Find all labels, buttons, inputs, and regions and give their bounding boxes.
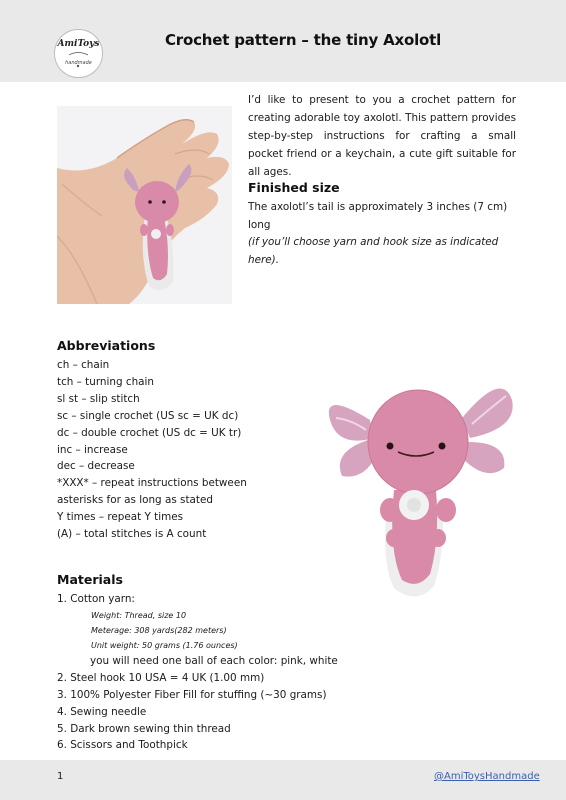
list-item: dc – double crochet (US dc = UK tr) <box>57 426 242 439</box>
materials-list <box>57 591 338 754</box>
intro-paragraph: I’d like to present to you a crochet pattern for creating adorable toy axolotl. This pattern provides step-by-step instructions for crafting a small pocket friend or a keychain, a cute gift suitable for all ages. <box>248 94 516 178</box>
list-item: 5. Dark brown sewing thin thread <box>57 722 231 735</box>
abbreviations-heading: Abbreviations <box>57 338 156 353</box>
list-item: 6. Scissors and Toothpick <box>57 739 188 752</box>
list-item: (A) – total stitches is A count <box>57 528 207 541</box>
list-item: *XXX* – repeat instructions between <box>57 477 247 490</box>
amitoys-logo <box>54 29 103 78</box>
yarn-need: you will need one ball of each color: pink, white <box>90 654 338 667</box>
logo-text: AmiToys <box>57 39 100 49</box>
list-item: dec – decrease <box>57 460 135 473</box>
logo-ornament-icon <box>55 30 102 77</box>
list-item: sc – single crochet (US sc = UK dc) <box>57 409 239 422</box>
materials-heading: Materials <box>57 572 123 587</box>
finished-size-text <box>248 199 523 269</box>
list-item: 4. Sewing needle <box>57 705 147 718</box>
finished-size-note: (if you’ll choose yarn and hook size as indicated here). <box>248 236 499 266</box>
abbreviations-list <box>57 357 247 543</box>
social-handle-link[interactable]: @AmiToysHandmade <box>434 771 540 782</box>
list-item: sl st – slip stitch <box>57 392 140 405</box>
hand-holding-axolotl-photo <box>57 106 232 304</box>
finished-size-heading: Finished size <box>248 180 340 195</box>
page-footer <box>0 760 566 800</box>
page-header <box>0 0 566 82</box>
logo-subtext: handmade <box>65 60 92 66</box>
page-title: Crochet pattern – the tiny Axolotl <box>165 31 442 49</box>
list-item: 2. Steel hook 10 USA = 4 UK (1.00 mm) <box>57 671 265 684</box>
list-item: asterisks for as long as stated <box>57 494 213 507</box>
list-item: 3. 100% Polyester Fiber Fill for stuffing (~30 grams) <box>57 688 327 701</box>
list-item: 1. Cotton yarn: <box>57 593 135 605</box>
axolotl-toy-photo <box>322 360 518 600</box>
yarn-detail: Meterage: 308 yards(282 meters) <box>91 625 227 635</box>
list-item: ch – chain <box>57 359 110 371</box>
finished-size-description: The axolotl’s tail is approximately 3 inches (7 cm) long <box>248 201 508 231</box>
page-number: 1 <box>57 771 64 782</box>
list-item: tch – turning chain <box>57 375 155 388</box>
list-item: inc – increase <box>57 443 128 456</box>
yarn-detail: Unit weight: 50 grams (1.76 ounces) <box>91 640 238 650</box>
list-item: Y times – repeat Y times <box>57 511 184 524</box>
yarn-detail: Weight: Thread, size 10 <box>91 610 187 620</box>
